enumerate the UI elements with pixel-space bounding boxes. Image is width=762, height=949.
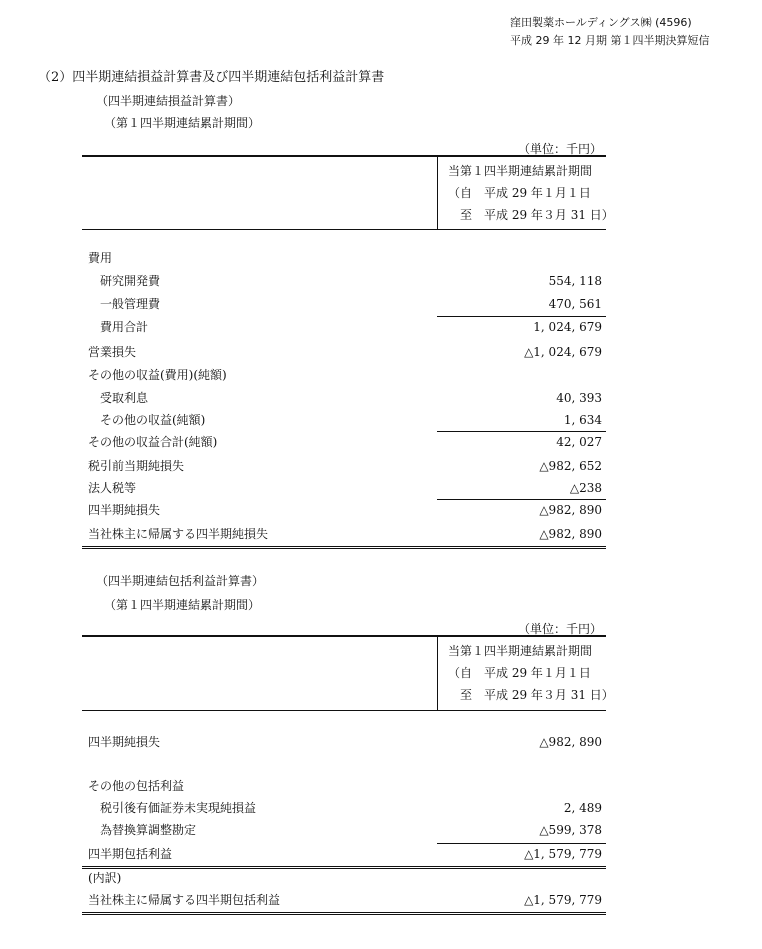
pl-title: （四半期連結損益計算書）	[96, 94, 241, 108]
row-value: △1, 024, 679	[524, 345, 602, 359]
pl-subtitle: （第１四半期連結累計期間）	[104, 116, 261, 130]
row-value: △599, 378	[539, 823, 602, 837]
pl-row	[82, 455, 606, 478]
row-label: その他の収益(純額)	[100, 413, 206, 427]
row-label: 一般管理費	[100, 297, 161, 311]
pl-row	[82, 247, 606, 270]
row-value: 1, 634	[563, 413, 602, 427]
row-label: 法人税等	[88, 481, 137, 495]
ci-subtitle: （第１四半期連結累計期間）	[104, 598, 261, 612]
row-label: 研究開発費	[100, 274, 161, 288]
company-header: 窪田製薬ホールディングス㈱ (4596)	[510, 16, 692, 29]
section-title: （2）四半期連結損益計算書及び四半期連結包括利益計算書	[38, 70, 385, 85]
pl-row	[82, 364, 606, 387]
row-label: 為替換算調整勘定	[100, 823, 197, 837]
ci-unit: （単位：千円）	[518, 622, 603, 636]
row-label: 当社株主に帰属する四半期包括利益	[88, 893, 281, 907]
pl-row	[82, 293, 606, 316]
row-value: △238	[569, 481, 602, 495]
pl-row	[82, 341, 606, 364]
row-label: 受取利息	[100, 391, 149, 405]
pl-header-rule	[82, 229, 606, 230]
pl-row-subtotal	[82, 499, 606, 522]
row-label: その他の収益(費用)(純額)	[88, 368, 227, 382]
ci-col-title: 当第１四半期連結累計期間	[448, 644, 593, 658]
row-label: 税引前当期純損失	[88, 459, 185, 473]
pl-col-from: （自 平成 29 年１月１日	[448, 186, 591, 200]
row-value: △982, 890	[539, 527, 602, 541]
row-value: 470, 561	[548, 297, 602, 311]
ci-row	[82, 819, 606, 842]
row-label: その他の収益合計(純額)	[88, 435, 218, 449]
ci-row-subtotal	[82, 843, 606, 869]
row-label: 費用合計	[100, 320, 149, 334]
pl-unit: （単位：千円）	[518, 142, 603, 156]
pl-row-subtotal	[82, 431, 606, 454]
ci-header-rule	[82, 710, 606, 711]
pl-column-divider	[437, 157, 438, 230]
row-label: 四半期純損失	[88, 503, 161, 517]
row-value: △982, 890	[539, 735, 602, 749]
pl-row-subtotal	[82, 316, 606, 339]
ci-row	[82, 731, 606, 754]
row-label: 税引後有価証券未実現純損益	[100, 801, 257, 815]
row-value: △1, 579, 779	[524, 847, 602, 861]
row-label: (内訳)	[88, 871, 122, 885]
row-value: 554, 118	[548, 274, 602, 288]
row-label: 四半期包括利益	[88, 847, 173, 861]
row-value: 40, 393	[556, 391, 602, 405]
row-value: 42, 027	[556, 435, 602, 449]
row-value: 1, 024, 679	[533, 320, 602, 334]
row-label: その他の包括利益	[88, 779, 185, 793]
pl-row	[82, 270, 606, 293]
pl-top-rule	[82, 155, 606, 157]
ci-col-to: 至 平成 29 年３月 31 日）	[448, 688, 614, 702]
ci-row	[82, 797, 606, 820]
pl-row-total	[82, 523, 606, 549]
row-label: 当社株主に帰属する四半期純損失	[88, 527, 269, 541]
ci-row	[82, 775, 606, 798]
ci-column-divider	[437, 637, 438, 711]
row-value: △1, 579, 779	[524, 893, 602, 907]
ci-row-total	[82, 889, 606, 915]
pl-row	[82, 409, 606, 432]
row-value: △982, 890	[539, 503, 602, 517]
ci-col-from: （自 平成 29 年１月１日	[448, 666, 591, 680]
ci-row	[82, 867, 606, 890]
ci-title: （四半期連結包括利益計算書）	[96, 574, 265, 588]
row-label: 四半期純損失	[88, 735, 161, 749]
pl-row	[82, 477, 606, 500]
ci-top-rule	[82, 635, 606, 637]
row-label: 営業損失	[88, 345, 137, 359]
row-value: △982, 652	[539, 459, 602, 473]
period-header: 平成 29 年 12 月期 第１四半期決算短信	[510, 34, 710, 47]
pl-col-title: 当第１四半期連結累計期間	[448, 164, 593, 178]
pl-row	[82, 387, 606, 410]
row-label: 費用	[88, 251, 113, 265]
pl-col-to: 至 平成 29 年３月 31 日）	[448, 208, 614, 222]
row-value: 2, 489	[563, 801, 602, 815]
